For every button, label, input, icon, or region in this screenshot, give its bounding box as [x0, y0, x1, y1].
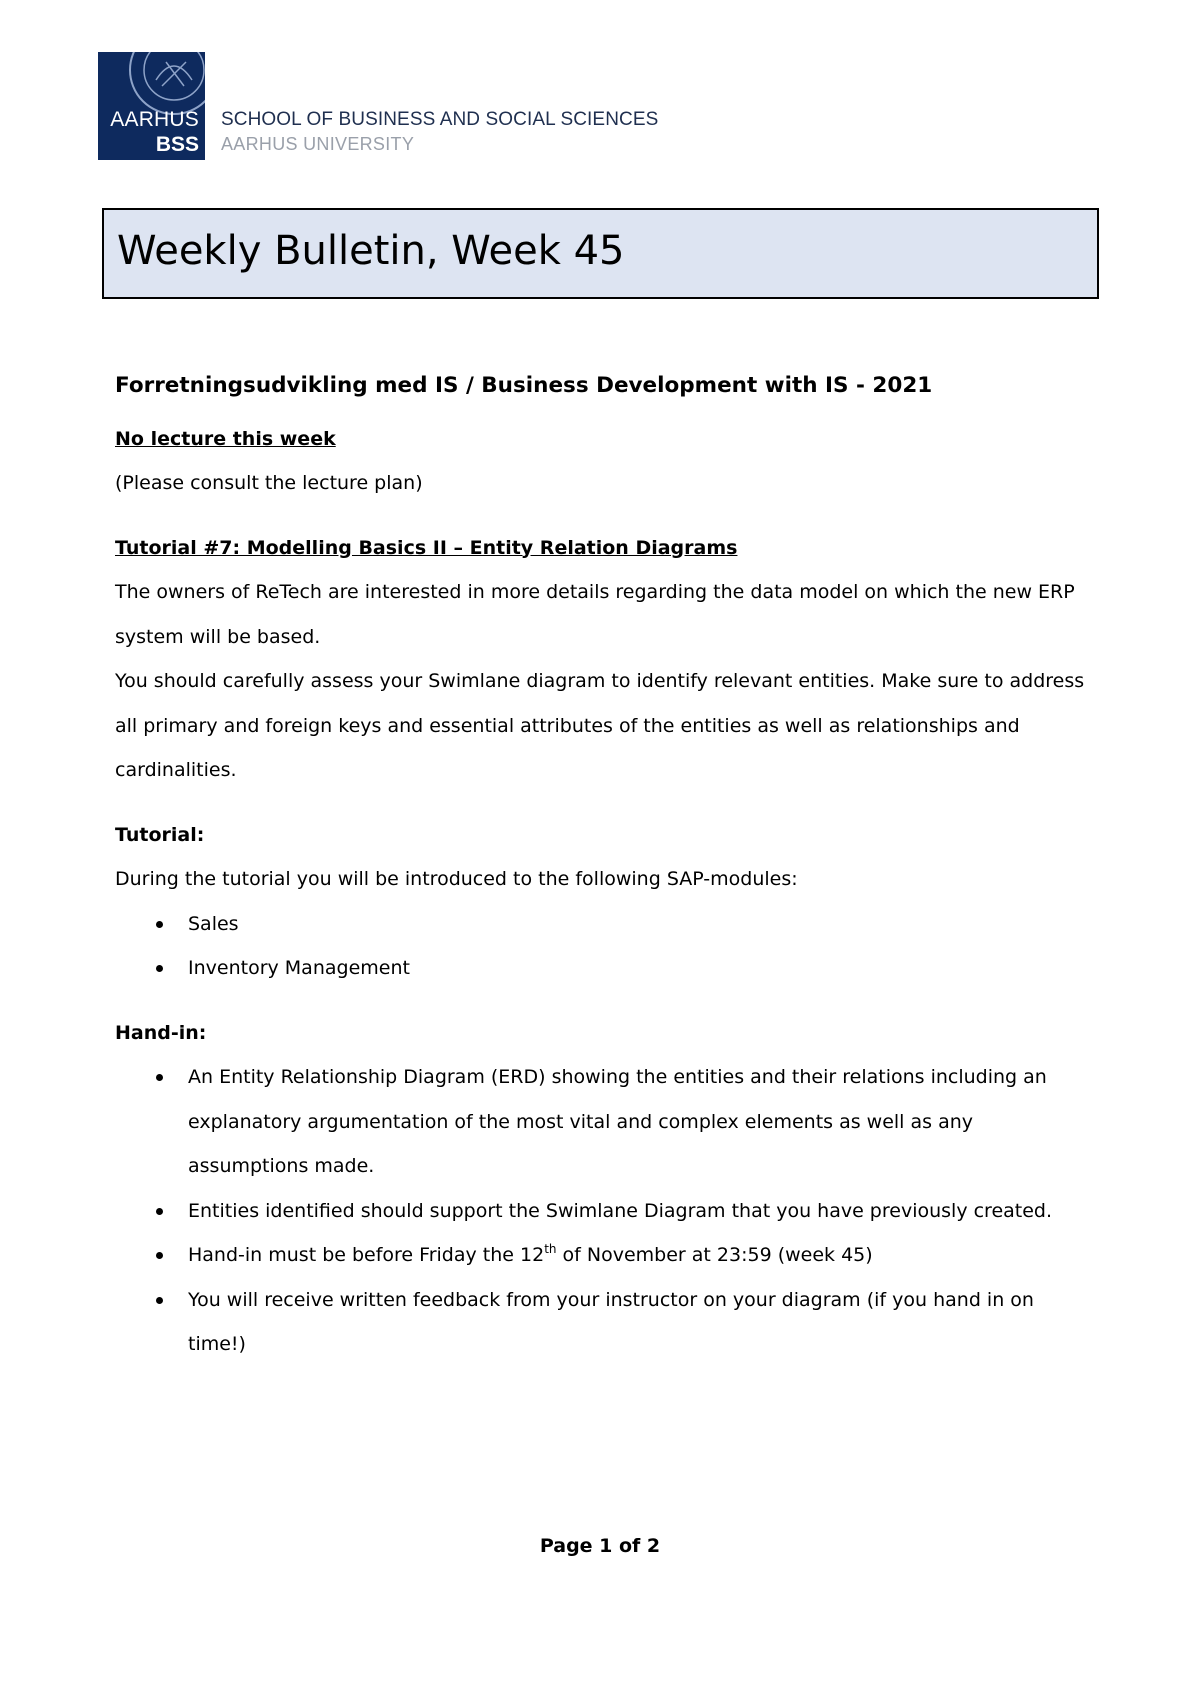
- ordinal-suffix: th: [544, 1242, 557, 1256]
- tutorial-paragraph-2: You should carefully assess your Swimlane diagram to identify relevant entities. Make sure to address all primary and foreign keys and essential attributes of the entities as well as relationships and cardinalities.: [115, 670, 1085, 781]
- list-item: Entities identified should support the Swimlane Diagram that you have previously created.: [115, 1189, 1095, 1234]
- lecture-note: (Please consult the lecture plan): [115, 472, 423, 494]
- school-name: SCHOOL OF BUSINESS AND SOCIAL SCIENCES: [221, 109, 659, 130]
- list-item: An Entity Relationship Diagram (ERD) showing the entities and their relations including an explanatory argumentation of the most vital and complex elements as well as any assumptions made.: [115, 1055, 1095, 1189]
- tutorial-intro: During the tutorial you will be introduced to the following SAP-modules:: [115, 868, 798, 890]
- page-number: Page 1 of 2: [539, 1535, 661, 1557]
- handin-label: Hand-in:: [115, 1021, 207, 1044]
- list-item: You will receive written feedback from your instructor on your diagram (if you hand in on time!): [115, 1278, 1095, 1367]
- list-item: Inventory Management: [115, 946, 1095, 991]
- tutorial-label: Tutorial:: [115, 823, 205, 846]
- tutorial-paragraph-1: The owners of ReTech are interested in more details regarding the data model on which the new ERP system will be based.: [115, 581, 1075, 648]
- sap-modules-list: [115, 902, 1095, 991]
- logo-aarhus-text: AARHUS: [110, 108, 199, 131]
- list-item: [115, 1233, 1095, 1278]
- title-box: [102, 208, 1099, 299]
- deadline-text-end: of November at 23:59 (week 45): [556, 1244, 873, 1266]
- bulletin-content: [115, 364, 1095, 1367]
- list-item: Sales: [115, 902, 1095, 947]
- handin-list: [115, 1055, 1095, 1367]
- page-title: Weekly Bulletin, Week 45: [117, 228, 625, 274]
- deadline-text: Hand-in must be before Friday the 12: [188, 1244, 545, 1266]
- aarhus-bss-logo: [98, 52, 205, 160]
- university-name: AARHUS UNIVERSITY: [221, 134, 415, 154]
- logo-bss-text: BSS: [155, 133, 199, 156]
- lecture-heading: No lecture this week: [115, 427, 336, 450]
- tutorial-topic-heading: Tutorial #7: Modelling Basics II – Entity Relation Diagrams: [115, 536, 738, 559]
- course-heading: Forretningsudvikling med IS / Business Development with IS - 2021: [115, 373, 933, 398]
